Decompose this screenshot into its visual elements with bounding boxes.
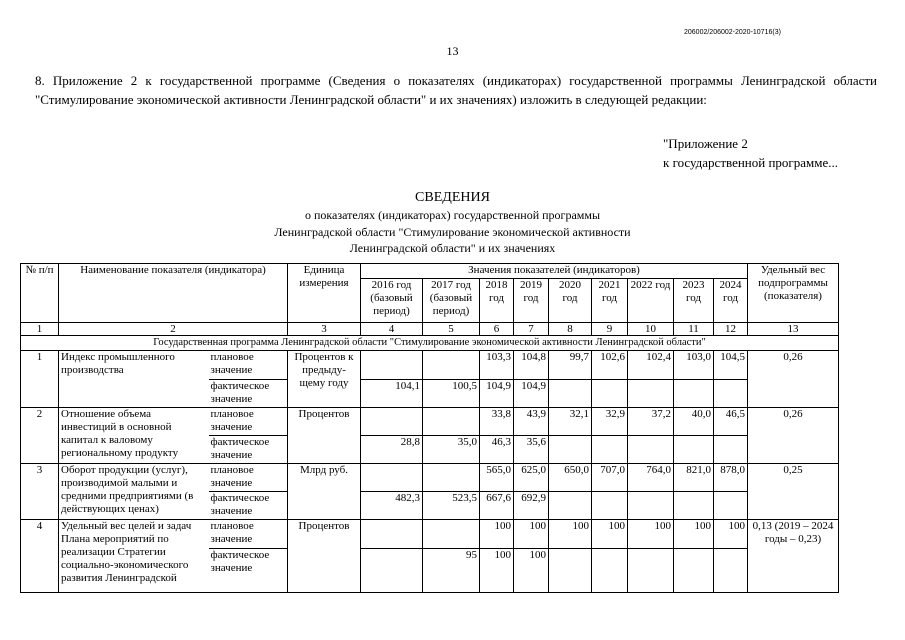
- column-number: 2: [59, 323, 288, 336]
- indicator-name: Индекс промышленного производства: [59, 351, 209, 408]
- header-year: 2020 год: [549, 279, 592, 323]
- plan-value: 43,9: [514, 408, 549, 436]
- table-header: [21, 264, 839, 351]
- plan-value: 821,0: [674, 464, 714, 492]
- indicator-plan-row: [21, 464, 839, 492]
- header-year: 2017 год (базовый период): [423, 279, 480, 323]
- header-year: 2016 год (базовый период): [361, 279, 423, 323]
- fact-label: фактическое значение: [209, 492, 288, 520]
- fact-value: [549, 549, 592, 593]
- fact-value: 667,6: [480, 492, 514, 520]
- fact-value: [714, 492, 748, 520]
- fact-value: 46,3: [480, 436, 514, 464]
- fact-value: [674, 549, 714, 593]
- plan-value: [361, 351, 423, 380]
- column-number: 5: [423, 323, 480, 336]
- indicator-plan-row: [21, 408, 839, 436]
- fact-value: [628, 549, 674, 593]
- plan-value: 100: [480, 520, 514, 549]
- indicator-number: 3: [21, 464, 59, 520]
- fact-label: фактическое значение: [209, 436, 288, 464]
- indicator-unit: Процентов: [288, 520, 361, 593]
- column-number: 10: [628, 323, 674, 336]
- fact-value: [549, 492, 592, 520]
- fact-label: фактическое значение: [209, 380, 288, 408]
- indicator-unit: Млрд руб.: [288, 464, 361, 520]
- fact-value: [592, 436, 628, 464]
- document-id: 206002/206002-2020-10716(3): [684, 29, 781, 36]
- fact-value: 100: [514, 549, 549, 593]
- column-number: 4: [361, 323, 423, 336]
- plan-value: 37,2: [628, 408, 674, 436]
- fact-value: [549, 436, 592, 464]
- column-number: 7: [514, 323, 549, 336]
- plan-label: плановое значение: [209, 520, 288, 549]
- plan-value: 104,8: [514, 351, 549, 380]
- fact-value: 104,9: [480, 380, 514, 408]
- section-subtitle: [0, 207, 905, 257]
- plan-value: [423, 520, 480, 549]
- column-number: 6: [480, 323, 514, 336]
- fact-value: 523,5: [423, 492, 480, 520]
- fact-value: 104,1: [361, 380, 423, 408]
- header-year: 2024 год: [714, 279, 748, 323]
- column-number: 12: [714, 323, 748, 336]
- plan-label: плановое значение: [209, 408, 288, 436]
- header-year: 2023 год: [674, 279, 714, 323]
- page-number: 13: [446, 44, 459, 58]
- indicator-name: Удельный вес целей и задач Плана мероприятий по реализации Стратегии социально-экономического развития Ленинградской: [59, 520, 209, 593]
- plan-value: 102,4: [628, 351, 674, 380]
- program-row: Государственная программа Ленинградской области "Стимулирование экономической активности Ленинградской области": [21, 336, 839, 351]
- header-year: 2018 год: [480, 279, 514, 323]
- fact-value: 104,9: [514, 380, 549, 408]
- plan-value: 46,5: [714, 408, 748, 436]
- column-number: 11: [674, 323, 714, 336]
- header-values-group: Значения показателей (индикаторов): [361, 264, 748, 279]
- column-number: 9: [592, 323, 628, 336]
- plan-value: 102,6: [592, 351, 628, 380]
- fact-value: 28,8: [361, 436, 423, 464]
- appendix-line-1: "Приложение 2: [663, 136, 748, 151]
- fact-value: 692,9: [514, 492, 549, 520]
- plan-value: [423, 464, 480, 492]
- fact-value: 35,6: [514, 436, 549, 464]
- indicator-unit: Процентов к предыду-щему году: [288, 351, 361, 408]
- fact-value: [628, 436, 674, 464]
- fact-value: [714, 436, 748, 464]
- fact-value: 35,0: [423, 436, 480, 464]
- amendment-paragraph: 8. Приложение 2 к государственной программе (Сведения о показателях (индикаторах) государственной программы Ленинградской области "Стимулирование экономической активности Ленинградской области" и их значениях) изложить в следующей редакции:: [35, 73, 877, 107]
- plan-value: [361, 520, 423, 549]
- subtitle-line-2: Ленинградской области "Стимулирование экономической активности: [274, 224, 631, 239]
- plan-value: 650,0: [549, 464, 592, 492]
- indicator-weight: 0,13 (2019 – 2024 годы – 0,23): [748, 520, 839, 593]
- indicator-weight: 0,25: [748, 464, 839, 520]
- plan-value: 100: [592, 520, 628, 549]
- fact-value: [628, 492, 674, 520]
- plan-value: 100: [714, 520, 748, 549]
- plan-value: [361, 408, 423, 436]
- indicator-weight: 0,26: [748, 408, 839, 464]
- fact-value: [674, 380, 714, 408]
- indicator-plan-row: [21, 351, 839, 380]
- subtitle-line-3: Ленинградской области" и их значениях: [349, 241, 556, 255]
- plan-value: 103,0: [674, 351, 714, 380]
- plan-value: 100: [628, 520, 674, 549]
- header-year: 2022 год: [628, 279, 674, 323]
- plan-value: 764,0: [628, 464, 674, 492]
- table-body: [21, 351, 839, 593]
- plan-value: 32,1: [549, 408, 592, 436]
- header-year: 2019 год: [514, 279, 549, 323]
- header-num: № п/п: [21, 264, 59, 323]
- appendix-reference: [663, 134, 838, 172]
- fact-value: [361, 549, 423, 593]
- fact-value: [674, 436, 714, 464]
- header-name: Наименование показателя (индикатора): [59, 264, 288, 323]
- column-number: 13: [748, 323, 839, 336]
- plan-value: 33,8: [480, 408, 514, 436]
- plan-value: 103,3: [480, 351, 514, 380]
- plan-value: [423, 351, 480, 380]
- indicator-name: Отношение объема инвестиций в основной капитал к валовому региональному продукту: [59, 408, 209, 464]
- fact-value: [628, 380, 674, 408]
- plan-label: плановое значение: [209, 351, 288, 380]
- header-weight: Удельный вес подпрограммы (показателя): [748, 264, 839, 323]
- fact-value: 100,5: [423, 380, 480, 408]
- plan-value: [423, 408, 480, 436]
- plan-value: 565,0: [480, 464, 514, 492]
- header-year: 2021 год: [592, 279, 628, 323]
- plan-value: 878,0: [714, 464, 748, 492]
- column-number: 3: [288, 323, 361, 336]
- fact-value: 100: [480, 549, 514, 593]
- indicator-unit: Процентов: [288, 408, 361, 464]
- fact-label: фактическое значение: [209, 549, 288, 593]
- column-number: 1: [21, 323, 59, 336]
- section-title: СВЕДЕНИЯ: [415, 190, 490, 205]
- plan-value: 32,9: [592, 408, 628, 436]
- plan-value: 707,0: [592, 464, 628, 492]
- indicator-number: 2: [21, 408, 59, 464]
- indicator-weight: 0,26: [748, 351, 839, 408]
- plan-label: плановое значение: [209, 464, 288, 492]
- indicator-number: 1: [21, 351, 59, 408]
- fact-value: [592, 492, 628, 520]
- fact-value: [592, 380, 628, 408]
- plan-value: 99,7: [549, 351, 592, 380]
- indicator-plan-row: [21, 520, 839, 549]
- plan-value: 40,0: [674, 408, 714, 436]
- plan-value: 104,5: [714, 351, 748, 380]
- fact-value: [714, 549, 748, 593]
- plan-value: 100: [514, 520, 549, 549]
- plan-value: 100: [674, 520, 714, 549]
- column-number: 8: [549, 323, 592, 336]
- plan-value: [361, 464, 423, 492]
- fact-value: [592, 549, 628, 593]
- indicator-number: 4: [21, 520, 59, 593]
- fact-value: 482,3: [361, 492, 423, 520]
- fact-value: [714, 380, 748, 408]
- indicators-table: [20, 263, 839, 593]
- plan-value: 100: [549, 520, 592, 549]
- appendix-line-2: к государственной программе...: [663, 155, 838, 170]
- fact-value: [549, 380, 592, 408]
- header-unit: Единица измерения: [288, 264, 361, 323]
- plan-value: 625,0: [514, 464, 549, 492]
- fact-value: [674, 492, 714, 520]
- subtitle-line-1: о показателях (индикаторах) государственной программы: [304, 208, 601, 222]
- fact-value: 95: [423, 549, 480, 593]
- indicator-name: Оборот продукции (услуг), производимой малыми и средними предприятиями (в действующих ценах): [59, 464, 209, 520]
